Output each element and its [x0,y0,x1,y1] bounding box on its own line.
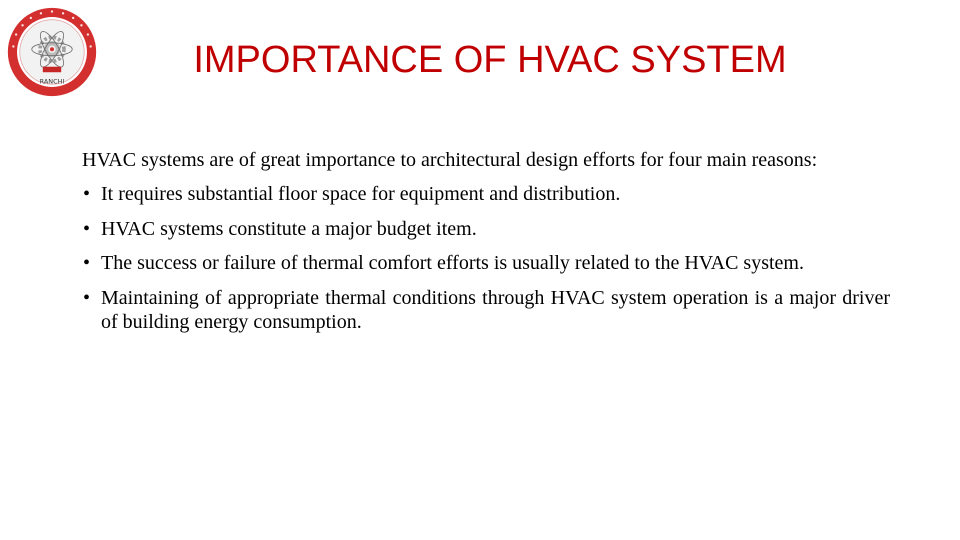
bullet-icon: • [83,217,91,240]
bullet-text: The success or failure of thermal comfort efforts is usually related to the HVAC system. [101,252,804,275]
bullet-text: It requires substantial floor space for equipment and distribution. [101,183,621,206]
slide-body [82,148,890,344]
list-item [82,286,890,335]
bullet-text: HVAC systems constitute a major budget item. [101,217,477,240]
institute-emblem-icon [6,6,98,98]
bullet-icon: • [83,286,91,309]
bullet-text: Maintaining of appropriate thermal conditions through HVAC system operation is a major driver of building energy consumption. [101,286,890,333]
list-item [82,251,890,275]
list-item [82,182,890,206]
logo-text: RANCHI [39,77,65,86]
intro-paragraph: HVAC systems are of great importance to architectural design efforts for four main reasons: [82,149,818,171]
bullet-icon: • [83,252,91,275]
list-item [82,217,890,241]
slide-title: IMPORTANCE OF HVAC SYSTEM [193,39,787,81]
bullet-list [82,182,890,334]
bullet-icon: • [83,183,91,206]
